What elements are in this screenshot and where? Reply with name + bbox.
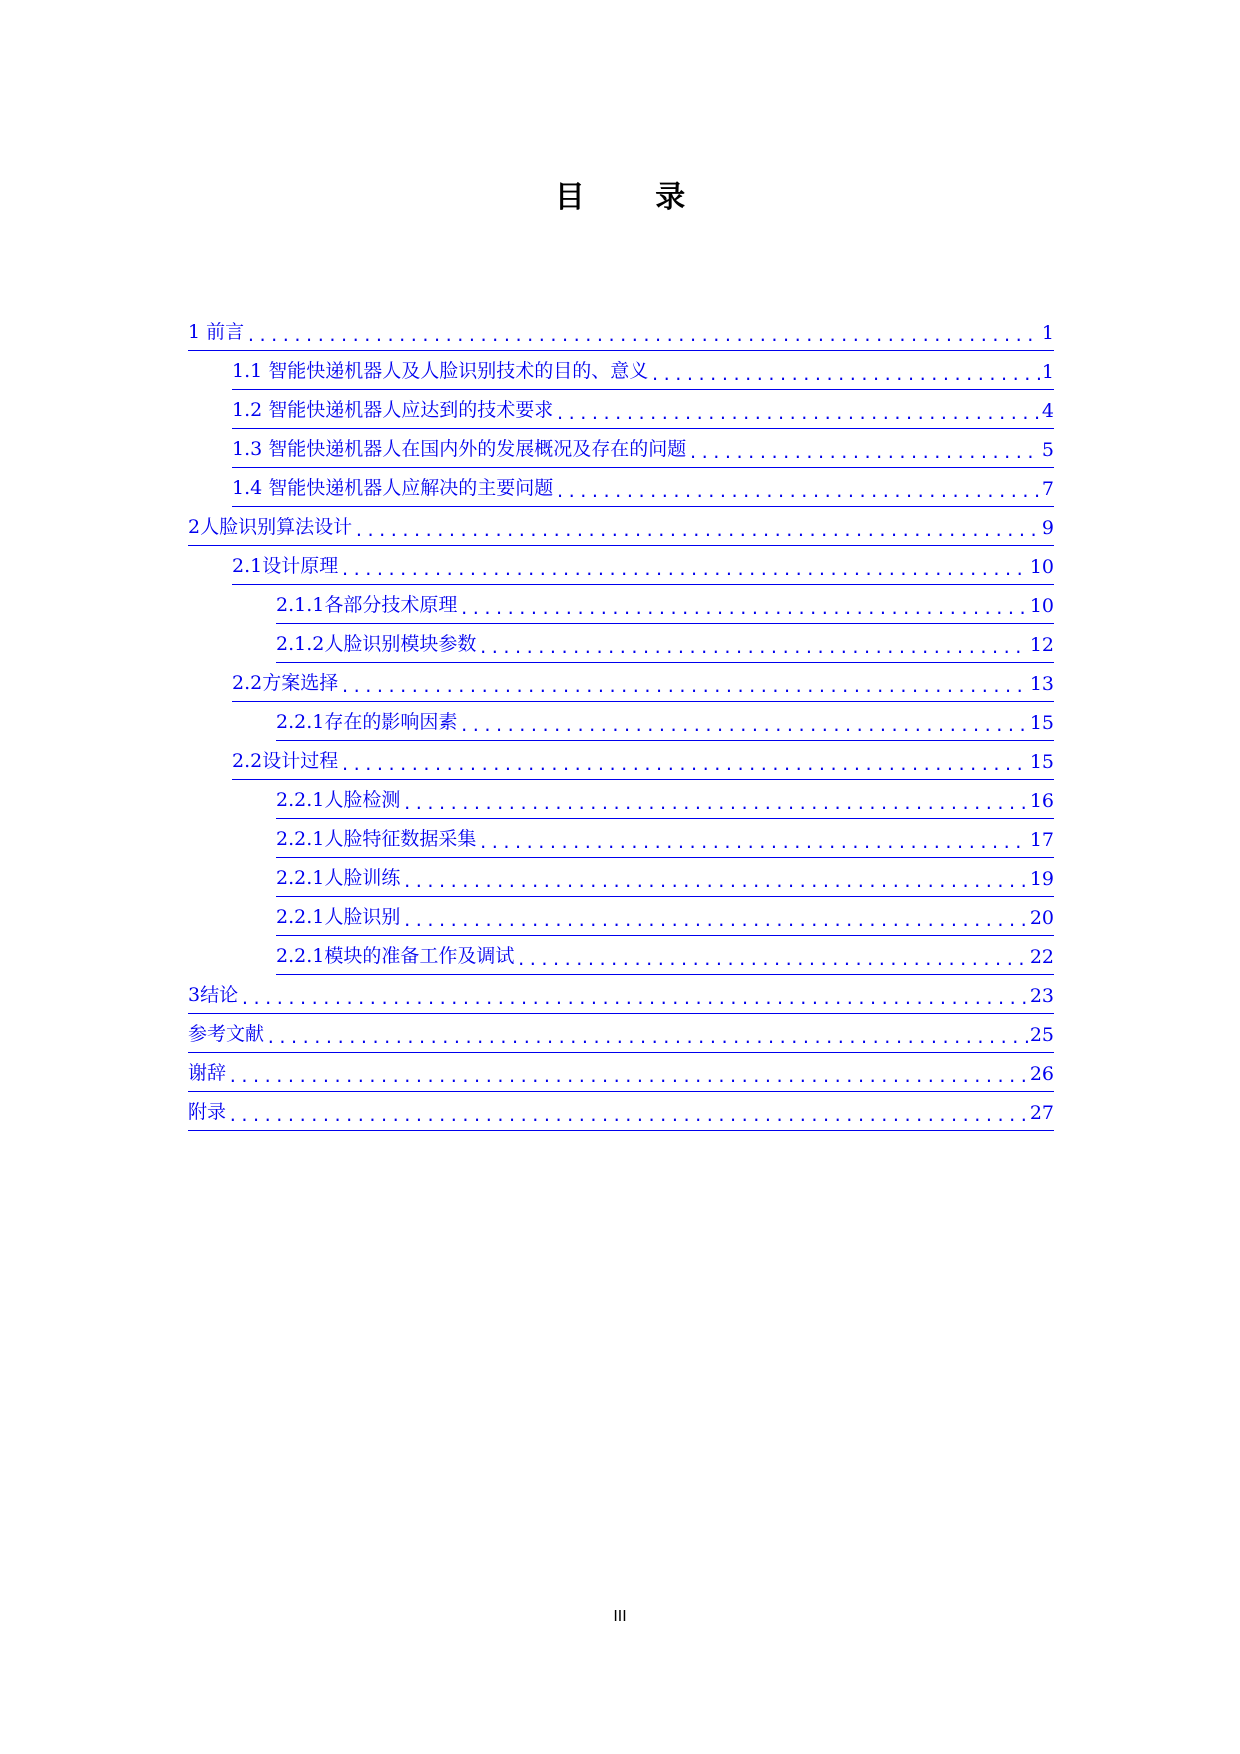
page-number: III [613, 1607, 627, 1625]
toc-leader-dots [228, 1108, 1028, 1124]
toc-entry-page: 10 [1029, 595, 1054, 617]
toc-entry-label: 2.2方案选择 [232, 672, 339, 694]
toc-entry-page: 9 [1041, 517, 1054, 539]
toc-entry-page: 17 [1029, 829, 1054, 851]
toc-entry[interactable] [276, 624, 1054, 663]
toc-entry-label: 附录 [188, 1101, 227, 1123]
toc-entry[interactable] [232, 741, 1054, 780]
toc-entry[interactable] [276, 897, 1054, 936]
toc-leader-dots [402, 913, 1027, 929]
toc-entry-page: 26 [1029, 1063, 1054, 1085]
toc-entry-page: 27 [1029, 1102, 1054, 1124]
toc-entry-label: 2.2.1存在的影响因素 [276, 711, 458, 733]
toc-entry-page: 7 [1041, 478, 1054, 500]
toc-leader-dots [478, 640, 1027, 656]
toc-entry-label: 3结论 [188, 984, 239, 1006]
toc-entry[interactable] [276, 819, 1054, 858]
toc-entry-label: 2.2设计过程 [232, 750, 339, 772]
toc-entry[interactable] [232, 663, 1054, 702]
toc-entry[interactable] [276, 585, 1054, 624]
toc-leader-dots [459, 718, 1027, 734]
toc-leader-dots [240, 991, 1028, 1007]
toc-entry-page: 15 [1029, 712, 1054, 734]
toc-entry[interactable] [232, 351, 1054, 390]
toc-entry-page: 1 [1041, 361, 1054, 383]
toc-entry-page: 1 [1041, 322, 1054, 344]
toc-entry-label: 1.2 智能快递机器人应达到的技术要求 [232, 399, 554, 421]
toc-entry-page: 23 [1029, 985, 1054, 1007]
toc-entry-label: 2.1.2人脸识别模块参数 [276, 633, 477, 655]
toc-entry-page: 5 [1041, 439, 1054, 461]
toc-entry-page: 10 [1029, 556, 1054, 578]
toc-leader-dots [516, 952, 1027, 968]
toc-entry-page: 22 [1029, 946, 1054, 968]
toc-leader-dots [478, 835, 1027, 851]
toc-leader-dots [555, 484, 1040, 500]
toc-leader-dots [354, 523, 1040, 539]
toc-entry[interactable] [188, 1092, 1054, 1131]
toc-entry-label: 1.1 智能快递机器人及人脸识别技术的目的、意义 [232, 360, 649, 382]
toc-entry[interactable] [232, 429, 1054, 468]
toc-leader-dots [266, 1030, 1028, 1046]
toc-entry-page: 12 [1029, 634, 1054, 656]
toc-entry-label: 2.1.1各部分技术原理 [276, 594, 458, 616]
toc-entry-label: 1.4 智能快递机器人应解决的主要问题 [232, 477, 554, 499]
toc-leader-dots [402, 874, 1027, 890]
toc-entry-label: 2.2.1人脸检测 [276, 789, 401, 811]
page-title: 目 录 [554, 180, 716, 215]
toc-entry-page: 20 [1029, 907, 1054, 929]
toc-entry-page: 15 [1029, 751, 1054, 773]
toc-entry-page: 13 [1029, 673, 1054, 695]
toc-entry[interactable] [232, 390, 1054, 429]
toc-entry[interactable] [188, 1053, 1054, 1092]
toc-entry[interactable] [232, 546, 1054, 585]
toc-entry-label: 1.3 智能快递机器人在国内外的发展概况及存在的问题 [232, 438, 687, 460]
toc-entry-label: 2.2.1人脸特征数据采集 [276, 828, 477, 850]
toc-entry[interactable] [188, 975, 1054, 1014]
toc-leader-dots [459, 601, 1027, 617]
toc-entry-label: 谢辞 [188, 1062, 227, 1084]
toc-entry-page: 4 [1041, 400, 1054, 422]
toc-entry[interactable] [188, 312, 1054, 351]
toc-entry-page: 16 [1029, 790, 1054, 812]
toc-leader-dots [246, 328, 1040, 344]
toc-entry[interactable] [276, 780, 1054, 819]
toc-entry-label: 1 前言 [188, 321, 245, 343]
toc-leader-dots [340, 562, 1028, 578]
toc-entry-label: 2人脸识别算法设计 [188, 516, 353, 538]
toc-leader-dots [228, 1069, 1028, 1085]
toc-entry[interactable] [276, 858, 1054, 897]
toc-entry[interactable] [188, 507, 1054, 546]
toc-entry-label: 2.1设计原理 [232, 555, 339, 577]
toc-leader-dots [555, 406, 1040, 422]
toc-leader-dots [340, 757, 1028, 773]
toc-entry[interactable] [276, 702, 1054, 741]
toc-entry[interactable] [188, 1014, 1054, 1053]
toc-leader-dots [340, 679, 1028, 695]
toc-entry-label: 2.2.1人脸训练 [276, 867, 401, 889]
table-of-contents [188, 312, 1054, 1131]
toc-entry-label: 参考文献 [188, 1023, 265, 1045]
toc-entry-label: 2.2.1人脸识别 [276, 906, 401, 928]
toc-entry[interactable] [276, 936, 1054, 975]
toc-entry-page: 19 [1029, 868, 1054, 890]
toc-leader-dots [402, 796, 1027, 812]
toc-entry-page: 25 [1029, 1024, 1054, 1046]
toc-leader-dots [688, 445, 1040, 461]
toc-leader-dots [650, 367, 1040, 383]
toc-entry-label: 2.2.1模块的准备工作及调试 [276, 945, 515, 967]
toc-entry[interactable] [232, 468, 1054, 507]
